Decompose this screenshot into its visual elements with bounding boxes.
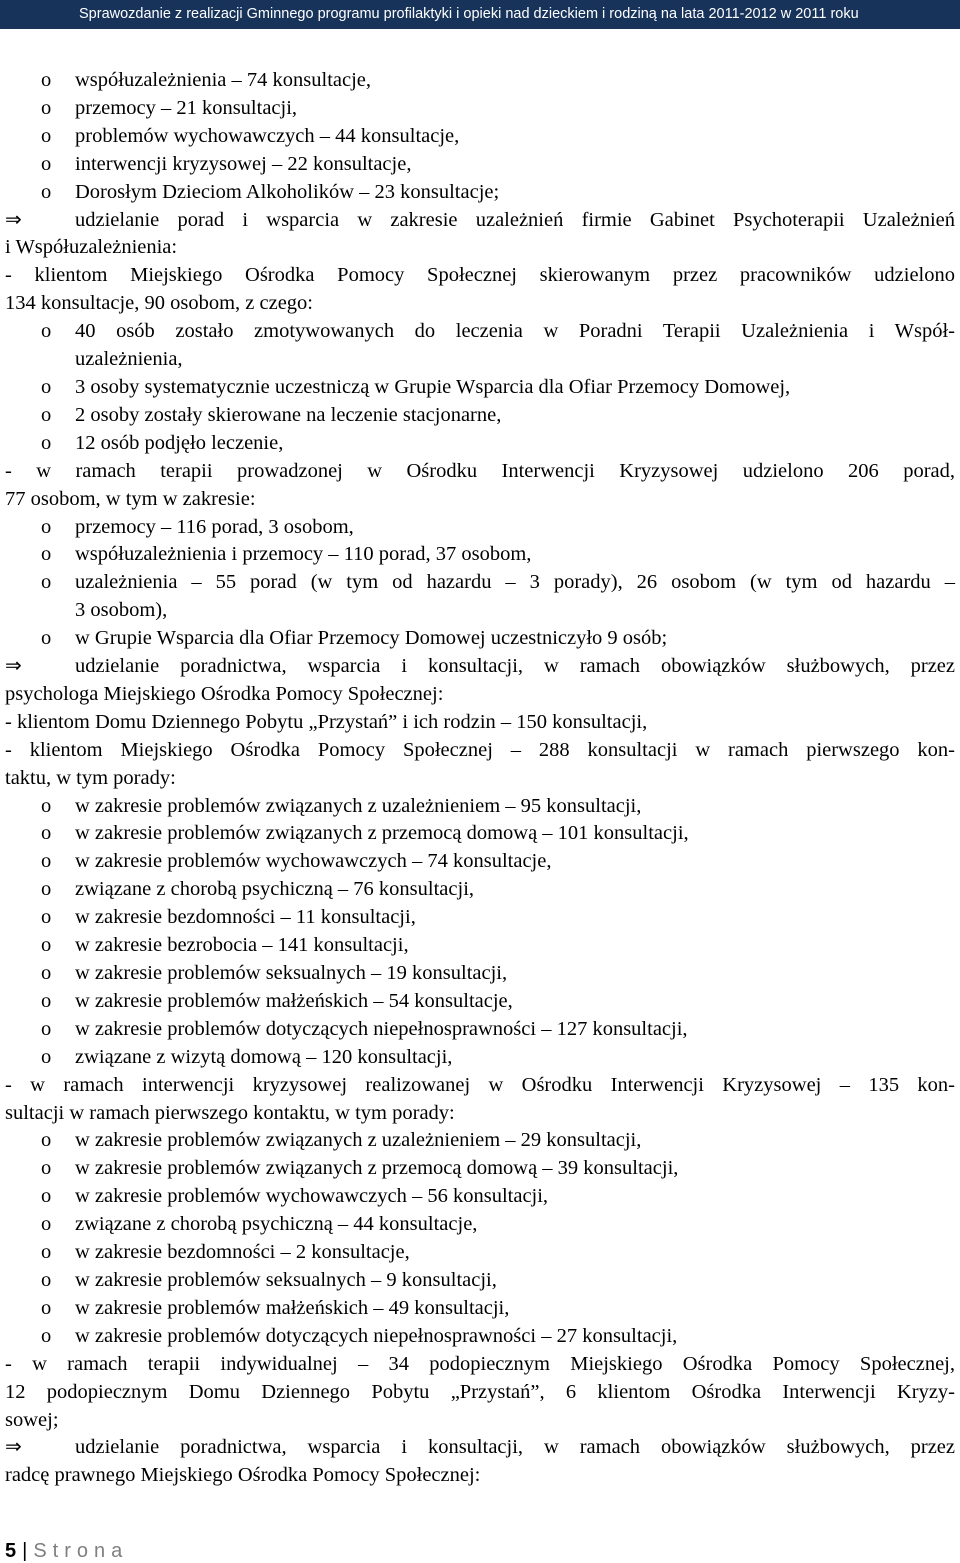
paragraph-line: - w ramach interwencji kryzysowej realizowanej w Ośrodku Interwencji Kryzysowej – 135 kon- <box>5 1073 955 1096</box>
list-item: o w zakresie problemów wychowawczych – 56 konsultacji, <box>5 1183 955 1211</box>
footer-separator: | <box>22 1540 28 1562</box>
list-item: o współuzależnienia – 74 konsultacje, <box>5 67 955 95</box>
arrow-icon: ⇒ <box>5 1436 22 1459</box>
document-body <box>5 67 955 1490</box>
list-item: o w zakresie problemów seksualnych – 19 konsultacji, <box>5 960 955 988</box>
paragraph-line: - w ramach terapii prowadzonej w Ośrodku Interwencji Kryzysowej udzielono 206 porad, <box>5 459 955 482</box>
bullet-marker: o <box>41 934 52 957</box>
page-footer <box>5 1540 128 1562</box>
paragraph-line: 77 osobom, w tym w zakresie: <box>5 487 256 510</box>
paragraph-line: - klientom Miejskiego Ośrodka Pomocy Społecznej – 288 konsultacji w ramach pierwszego kon- <box>5 738 955 761</box>
bullet-marker: o <box>41 822 52 845</box>
list-item: o 40 osób zostało zmotywowanych do leczenia w Poradni Terapii Uzależnienia i Współ- <box>5 318 955 346</box>
arrow-paragraph-line: ⇒ udzielanie poradnictwa, wsparcia i konsultacji, w ramach obowiązków służbowych, przez <box>5 653 955 681</box>
bullet-marker: o <box>41 96 52 119</box>
bullet-marker: o <box>41 543 52 566</box>
bullet-marker: o <box>41 1268 52 1291</box>
list-item: o w zakresie problemów dotyczących niepełnosprawności – 27 konsultacji, <box>5 1323 955 1351</box>
paragraph-line: 12 podopiecznym Domu Dziennego Pobytu „Przystań”, 6 klientom Ośrodka Interwencji Kryzy- <box>5 1380 955 1403</box>
page-number: 5 <box>5 1540 17 1562</box>
arrow-paragraph-line: ⇒ udzielanie porad i wsparcia w zakresie uzależnień firmie Gabinet Psychoterapii Uzależnień <box>5 207 955 235</box>
paragraph-line: - klientom Miejskiego Ośrodka Pomocy Społecznej skierowanym przez pracowników udzielono <box>5 264 955 287</box>
bullet-marker: o <box>41 1129 52 1152</box>
bullet-marker: o <box>41 989 52 1012</box>
paragraph-line: 134 konsultacje, 90 osobom, z czego: <box>5 292 314 315</box>
list-item: o przemocy – 116 porad, 3 osobom, <box>5 514 955 542</box>
bullet-marker: o <box>41 1324 52 1347</box>
paragraph-line: - klientom Domu Dziennego Pobytu „Przystań” i ich rodzin – 150 konsultacji, <box>5 710 648 733</box>
list-item: o w zakresie problemów związanych z uzależnieniem – 95 konsultacji, <box>5 793 955 821</box>
bullet-marker: o <box>41 1157 52 1180</box>
bullet-marker: o <box>41 124 52 147</box>
list-item: o związane z wizytą domową – 120 konsultacji, <box>5 1044 955 1072</box>
list-item: o w zakresie problemów małżeńskich – 54 konsultacje, <box>5 988 955 1016</box>
arrow-icon: ⇒ <box>5 655 22 678</box>
bullet-marker: o <box>41 1296 52 1319</box>
list-item: o w zakresie problemów związanych z przemocą domową – 101 konsultacji, <box>5 820 955 848</box>
bullet-marker: o <box>41 515 52 538</box>
list-item: o 12 osób podjęło leczenie, <box>5 430 955 458</box>
paragraph-line: taktu, w tym porady: <box>5 766 176 789</box>
arrow-paragraph-line: ⇒ udzielanie poradnictwa, wsparcia i konsultacji, w ramach obowiązków służbowych, przez <box>5 1434 955 1462</box>
bullet-marker: o <box>41 69 52 91</box>
page-word: Strona <box>33 1540 129 1562</box>
bullet-marker: o <box>41 403 52 426</box>
header-title: Sprawozdanie z realizacji Gminnego programu profilaktyki i opieki nad dzieckiem i rodziną na lata 2011-2012 w 2011 roku <box>79 6 859 22</box>
list-item: o w zakresie problemów związanych z uzależnieniem – 29 konsultacji, <box>5 1127 955 1155</box>
bullet-marker: o <box>41 1045 52 1068</box>
list-item-continuation: 3 osobom), <box>75 599 168 622</box>
paragraph-line: i Współuzależnienia: <box>5 236 178 259</box>
bullet-marker: o <box>41 1241 52 1264</box>
bullet-marker: o <box>41 1213 52 1236</box>
list-item: o w Grupie Wsparcia dla Ofiar Przemocy Domowej uczestniczyło 9 osób; <box>5 625 955 653</box>
bullet-marker: o <box>41 431 52 454</box>
arrow-icon: ⇒ <box>5 208 22 231</box>
list-item: o w zakresie problemów seksualnych – 9 konsultacji, <box>5 1267 955 1295</box>
document-header <box>0 0 960 29</box>
list-item: o interwencji kryzysowej – 22 konsultacje, <box>5 151 955 179</box>
list-item: o 2 osoby zostały skierowane na leczenie stacjonarne, <box>5 402 955 430</box>
bullet-marker: o <box>41 906 52 929</box>
list-item: o w zakresie bezdomności – 11 konsultacji, <box>5 904 955 932</box>
list-item: o współuzależnienia i przemocy – 110 porad, 37 osobom, <box>5 541 955 569</box>
list-item: o w zakresie problemów związanych z przemocą domową – 39 konsultacji, <box>5 1155 955 1183</box>
list-item: o związane z chorobą psychiczną – 76 konsultacji, <box>5 876 955 904</box>
bullet-marker: o <box>41 794 52 817</box>
bullet-marker: o <box>41 152 52 175</box>
list-item-continuation: uzależnienia, <box>75 348 183 371</box>
bullet-marker: o <box>41 1185 52 1208</box>
list-item: o związane z chorobą psychiczną – 44 konsultacje, <box>5 1211 955 1239</box>
paragraph-line: sowej; <box>5 1408 59 1431</box>
bullet-marker: o <box>41 571 52 594</box>
list-item: o w zakresie bezrobocia – 141 konsultacji, <box>5 932 955 960</box>
paragraph-line: sultacji w ramach pierwszego kontaktu, w tym porady: <box>5 1101 455 1124</box>
list-item: o przemocy – 21 konsultacji, <box>5 95 955 123</box>
list-item: o w zakresie bezdomności – 2 konsultacje, <box>5 1239 955 1267</box>
bullet-marker: o <box>41 627 52 650</box>
paragraph-line: - w ramach terapii indywidualnej – 34 podopiecznym Miejskiego Ośrodka Pomocy Społecznej, <box>5 1352 955 1375</box>
list-item: o Dorosłym Dzieciom Alkoholików – 23 konsultacje; <box>5 179 955 207</box>
bullet-marker: o <box>41 320 52 343</box>
list-item: o problemów wychowawczych – 44 konsultacje, <box>5 123 955 151</box>
paragraph-line: radcę prawnego Miejskiego Ośrodka Pomocy Społecznej: <box>5 1464 481 1487</box>
bullet-marker: o <box>41 1017 52 1040</box>
list-item: o w zakresie problemów małżeńskich – 49 konsultacji, <box>5 1295 955 1323</box>
list-item: o w zakresie problemów dotyczących niepełnosprawności – 127 konsultacji, <box>5 1016 955 1044</box>
list-item: o w zakresie problemów wychowawczych – 74 konsultacje, <box>5 848 955 876</box>
bullet-marker: o <box>41 850 52 873</box>
bullet-marker: o <box>41 878 52 901</box>
bullet-marker: o <box>41 375 52 398</box>
list-item: o 3 osoby systematycznie uczestniczą w Grupie Wsparcia dla Ofiar Przemocy Domowej, <box>5 374 955 402</box>
bullet-marker: o <box>41 962 52 984</box>
paragraph-line: psychologa Miejskiego Ośrodka Pomocy Społecznej: <box>5 682 444 705</box>
list-item: o uzależnienia – 55 porad (w tym od hazardu – 3 porady), 26 osobom (w tym od hazardu – <box>5 569 955 597</box>
bullet-marker: o <box>41 180 52 203</box>
